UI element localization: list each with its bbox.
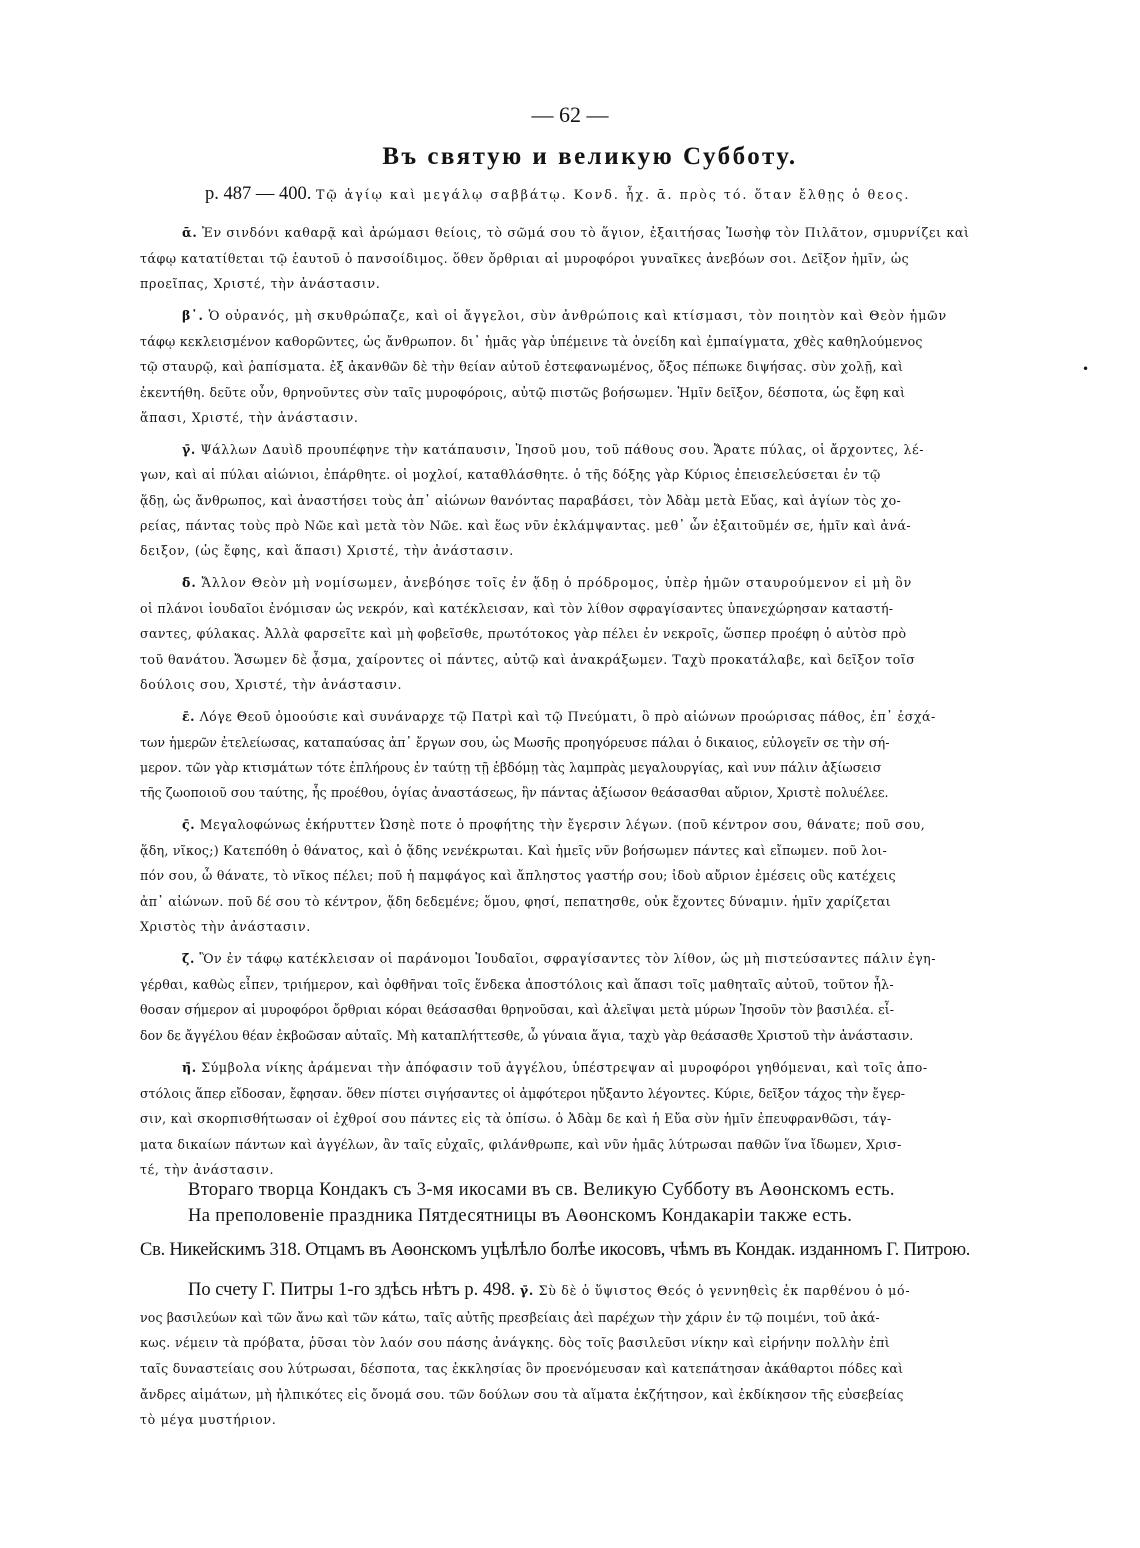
text-line: δούλοις σου, Χριστέ, τὴν ἀνάστασιν. xyxy=(140,677,403,692)
stanza-label: η̄. xyxy=(182,1060,197,1075)
stanza-text: Μεγαλοφώνως ἐκήρυττεν Ὠσηὲ ποτε ὁ προφήτης τὴν ἔγερσιν λέγων. (ποῦ κέντρον σου, θάνατε; ποῦ σου, xyxy=(199,817,926,832)
stanza-text: Ψάλλων Δαυὶδ προυπέφηνε τὴν κατάπαυσιν, Ἰησοῦ μου, τοῦ πάθους σου. Ἄρατε πύλας, οἱ ἄρχοντες, λέ- xyxy=(200,442,925,457)
stanza-label: ς̄. xyxy=(182,817,196,832)
kontakion-reference xyxy=(205,184,910,205)
text-line xyxy=(182,1057,928,1079)
margin-mark: • xyxy=(1082,362,1090,376)
text-line: ᾅδῃ, ὡς ἄνθρωπος, καὶ ἀναστήσει τοὺς ἀπ᾽ αἰώνων θανόντας παραβάσει, τὸν Ἀδὰμ μετὰ Εὔας, καὶ ἁγίων τὸς χο- xyxy=(140,493,902,508)
text-line: προεῖπας, Χριστέ, τὴν ἀνάστασιν. xyxy=(140,276,381,291)
text-line: τάφῳ κεκλεισμένον καθορῶντες, ὡς ἄνθρωπον. δι᾽ ἡμᾶς γὰρ ὑπέμεινε τὰ ὀνείδη καὶ ἐμπαίγματα, χθὲς καθηλούμενος xyxy=(140,334,923,349)
stanza-label: ζ̄. xyxy=(182,951,195,966)
text-line: ρείας, πάντας τοὺς πρὸ Νῶε καὶ μετὰ τὸν Νῶε. καὶ ἕως νῦν ἐκλάμψαντας. μεθ᾽ ὧν ἐξαιτοῦμέν σε, ἡμῖν καὶ ἀνά- xyxy=(140,518,912,533)
text-line: δειξον, (ὡς ἔφης, καὶ ἅπασι) Χριστέ, τὴν ἀνάστασιν. xyxy=(140,543,514,558)
text-line xyxy=(182,948,936,970)
final-stanza-heading xyxy=(188,1280,910,1301)
text-line xyxy=(182,222,970,244)
text-line: θοσαν σήμερον αἱ μυροφόροι ὄρθριαι κόραι θεάσασθαι θρηνοῦσαι, καὶ ἀλεῖψαι μετὰ μύρων Ἰησοῦν τὸν βασιλέα. εἶ- xyxy=(140,1002,895,1017)
reference-greek: Τῷ ἁγίῳ καὶ μεγάλῳ σαββάτῳ. Κονδ. ἦχ. ᾱ. πρὸς τό. ὅταν ἔλθῃς ὁ θεος. xyxy=(316,187,911,202)
stanza-text: Ὁ οὐρανός, μὴ σκυθρώπαζε, καὶ οἱ ἄγγελοι, σὺν ἀνθρώποις καὶ κτίσμασι, τὸν ποιητὸν καὶ Θεὸν ἡμῶν xyxy=(208,308,948,323)
reference-number: р. 487 — 400. xyxy=(205,184,312,204)
text-line: τέ, τὴν ἀνάστασιν. xyxy=(140,1162,275,1177)
text-line: γέρθαι, καθὼς εἶπεν, τριήμερον, καὶ ὀφθῆναι τοῖς ἕνδεκα ἀποστόλοις καὶ ἅπασι τοῖς μαθηταῖς αὐτοῦ, τοῦτον ἦλ- xyxy=(140,977,894,992)
text-line xyxy=(182,814,925,836)
editor-note: Св. Никейскимъ 318. Отцамъ въ Аѳонскомъ уцѣлѣло болѣе икосовъ, чѣмъ въ Кондак. изданномъ Г. Питрою. xyxy=(140,1240,971,1260)
text-line: των ἡμερῶν ἐτελείωσας, καταπαύσας ἀπ᾽ ἔργων σου, ὡς Μωσῆς προηγόρευσε πάλαι ὁ δικαιος, εὐλογεῖν σε τὴν σή- xyxy=(140,735,890,750)
text-line xyxy=(182,706,936,728)
text-line xyxy=(182,572,912,594)
stanza-label: β῾. xyxy=(182,308,204,323)
stanza-label: ε̄. xyxy=(182,709,196,724)
stanza-text: Λόγε Θεοῦ ὁμοούσιε καὶ συνάναρχε τῷ Πατρὶ καὶ τῷ Πνεύματι, ὃ πρὸ αἰώνων προώρισας πάθος, ἐπ᾽ ἐσχά- xyxy=(199,709,936,724)
stanza-label: γ̄. xyxy=(519,1283,534,1298)
text-line: ἐκεντήθη. δεῦτε οὖν, θρηνοῦντες σὺν ταῖς μυροφόροις, αὐτῷ πιστῶς βοήσωμεν. Ἡμῖν δεῖξον, δέσποτα, ὡς ἔφη καὶ xyxy=(140,385,906,400)
text-line: ταῖς δυναστείαις σου λύτρωσαι, δέσποτα, τας ἐκκλησίας ὃν προενόμευσαν καὶ κατεπάτησαν ἀκάθαρτοι πόδες καὶ xyxy=(140,1361,904,1376)
text-line: νος βασιλεύων καὶ τῶν ἄνω καὶ τῶν κάτω, ταῖς αὐτῆς πρεσβείαις ἀεὶ παρέχων τὴν χάριν ἐν τῷ ποιμένι, τοῦ ἀκά- xyxy=(140,1310,880,1325)
stanza-text: Ὃν ἐν τάφῳ κατέκλεισαν οἱ παράνομοι Ἰουδαῖοι, σφραγίσαντες τὸν λίθον, ὡς μὴ πιστεύσαντες πάλιν ἐγη- xyxy=(199,951,936,966)
text-line: γων, καὶ αἱ πύλαι αἰώνιοι, ἐπάρθητε. οἱ μοχλοί, καταθλάσθητε. ὁ τῆς δόξης γὰρ Κύριος ἐπεισελεύσεται ἐν τῷ xyxy=(140,467,881,482)
final-note-ru: По счету Г. Питры 1-го здѣсь нѣтъ р. 498. xyxy=(188,1280,516,1300)
text-line: ματα δικαίων πάντων καὶ ἀγγέλων, ἂν ταῖς εὐχαῖς, φιλάνθρωπε, καὶ νῦν ἡμᾶς λύτρωσαι παθῶν ἵνα ἴδωμεν, Χρισ- xyxy=(140,1137,902,1152)
stanza-label: ᾱ. xyxy=(182,225,198,240)
text-line: τῆς ζωοποιοῦ σου ταύτης, ἧς προέθου, ὁγίας ἀναστάσεως, ἣν πάντας ἀξίωσον θεάσασθαι αὔριον, Χριστὲ πολυέλεε. xyxy=(140,785,889,800)
text-line: οἱ πλάνοι ἰουδαῖοι ἐνόμισαν ὡς νεκρόν, καὶ κατέκλεισαν, καὶ τὸν λίθον σφραγίσαντες ὑπανεχώρησαν καταστή- xyxy=(140,601,894,616)
text-line: κως. νέμειν τὰ πρόβατα, ῥῦσαι τὸν λαόν σου πάσης ἀνάγκης. δὸς τοῖς βασιλεῦσι νίκην καὶ εἰρήνην πολλὴν ἐπὶ xyxy=(140,1335,890,1350)
text-line: σαντες, φύλακας. Ἀλλὰ φαρσεῖτε καὶ μὴ φοβεῖσθε, πρωτότοκος γὰρ πέλει ἐν νεκροῖς, ὥσπερ προέφη ὁ αὐτὸσ πρὸ xyxy=(140,626,907,641)
text-line: τάφῳ κατατίθεται τῷ ἑαυτοῦ ὁ πανσοίδιμος. ὅθεν ὄρθριαι αἱ μυροφόροι γυναῖκες ἀνεβόων σοι. Δεῖξον ἡμῖν, ὡς xyxy=(140,251,910,266)
text-line: στόλοις ἅπερ εἴδοσαν, ἔφησαν. ὅθεν πίστει σιγήσαντες οἱ ἀμφότεροι ηὔξαντο λέγοντες. Κύριε, δεῖξον τάχος τὴν ἔγερ- xyxy=(140,1086,906,1101)
editor-note: На преполовеніе праздника Пятдесятницы въ Аѳонскомъ Кондакаріи также есть. xyxy=(188,1206,853,1226)
text-line: πόν σου, ὦ θάνατε, τὸ νῖκος πέλει; ποῦ ἡ παμφάγος καὶ ἄπληστος γαστήρ σου; ἰδοὺ αὔριον ἐμέσεις οὓς κατέχεις xyxy=(140,868,896,883)
stanza-text: Ἐν σινδόνι καθαρᾷ καὶ ἀρώμασι θείοις, τὸ σῶμά σου τὸ ἅγιον, ἐξαιτήσας Ἰωσὴφ τὸν Πιλᾶτον, σμυρνίζει καὶ xyxy=(202,225,970,240)
text-line xyxy=(182,439,924,461)
text-line: ἀπ᾽ αἰώνων. ποῦ δέ σου τὸ κέντρον, ᾅδη δεδεμένε; ὅμου, φησί, πεπατησθε, οὐκ ἔχοντες δύναμιν. ἡμῖν χαρίζεται xyxy=(140,894,891,909)
stanza-label: δ̄. xyxy=(182,575,197,590)
text-line: δον δε ἄγγέλου θέαν ἐκβοῶσαν αὐταῖς. Μὴ καταπλήττεσθε, ὦ γύναια ἅγια, ταχὺ γὰρ θεάσασθε Χριστοῦ τὴν ἀνάστασιν. xyxy=(140,1028,914,1043)
stanza-text: Σὺ δὲ ὁ ὕψιστος Θεός ὁ γεννηθεὶς ἐκ παρθένου ὁ μό- xyxy=(538,1283,911,1298)
text-line: τοῦ θανάτου. Ἄσωμεν δὲ ᾆσμα, χαίροντες οἱ πάντες, αὐτῷ καὶ ἀνακράξωμεν. Ταχὺ προκατάλαβε, καὶ δεῖξον τοῖσ xyxy=(140,652,916,667)
text-line: ἄνδρες αἱμάτων, μὴ ἠλπικότες εἰς ὄνομά σου. τῶν δούλων σου τὰ αἵματα ἐκζήτησον, καὶ ἐκδίκησον τῆς εὐσεβείας xyxy=(140,1387,904,1402)
editor-note: Втораго творца Кондакъ съ 3-мя икосами въ св. Великую Субботу въ Аѳонскомъ есть. xyxy=(188,1180,895,1200)
text-line: τὸ μέγα μυστήριον. xyxy=(140,1412,277,1427)
section-title: Въ святую и великую Субботу. xyxy=(382,143,798,170)
text-line xyxy=(182,305,947,327)
text-line: Χριστὸς τὴν ἀνάστασιν. xyxy=(140,919,312,934)
stanza-text: Σύμβολα νίκης ἀράμεναι τὴν ἀπόφασιν τοῦ ἀγγέλου, ὑπέστρεψαν αἱ μυροφόροι γηθόμεναι, καὶ τοῖς ἀπο- xyxy=(201,1060,928,1075)
text-line: σιν, καὶ σκορπισθήτωσαν οἱ ἐχθροί σου πάντες εἰς τὰ ὀπίσω. ὁ Ἀδὰμ δε καὶ ἡ Εὔα σὺν ἡμῖν ἐπευφρανθῶσι, τάγ- xyxy=(140,1111,892,1126)
text-line: τῷ σταυρῷ, καὶ ῥαπίσματα. ἐξ ἀκανθῶν δὲ τὴν θείαν αὐτοῦ ἐστεφανωμένος, ὄξος πέπωκε διψήσας. σὺν χολῇ, καὶ xyxy=(140,359,904,374)
stanza-label: γ̄. xyxy=(182,442,196,457)
stanza-text: Ἄλλον Θεὸν μὴ νομίσωμεν, ἀνεβόησε τοῖς ἐν ᾅδῃ ὁ πρόδρομος, ὑπὲρ ἡμῶν σταυρούμενον εἰ μὴ ὃν xyxy=(201,575,913,590)
text-line: μερον. τῶν γὰρ κτισμάτων τότε ἐπλήρους ἐν ταύτῃ τῇ ἑβδόμῃ τὰς λαμπρὰς μεγαλουργίας, καὶ νυν πάλιν ἀξίωσεισ xyxy=(140,760,882,775)
text-line: ἅπασι, Χριστέ, τὴν ἀνάστασιν. xyxy=(140,410,359,425)
page-number: — 62 — xyxy=(531,102,609,127)
text-line: ᾅδη, νῖκος;) Κατεπόθη ὁ θάνατος, καὶ ὁ ᾅδης νενέκρωται. Καὶ ἡμεῖς νῦν βοήσωμεν πάντες καὶ εἴπωμεν. ποῦ λοι- xyxy=(140,843,888,858)
